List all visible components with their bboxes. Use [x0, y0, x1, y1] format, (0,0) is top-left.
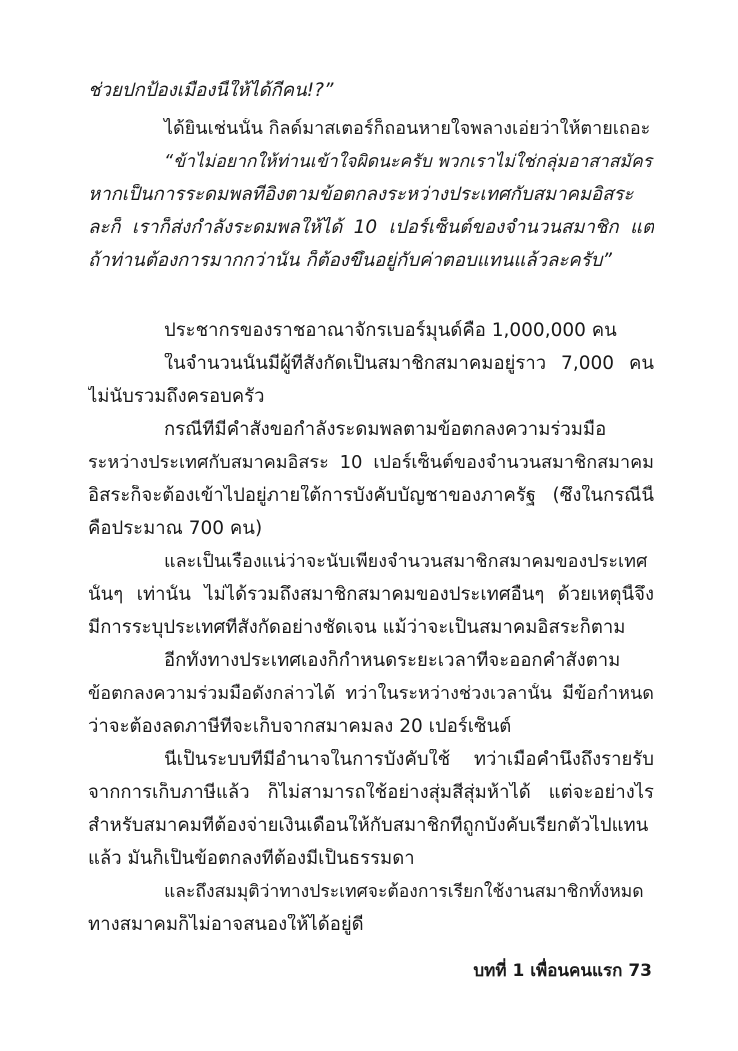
- paragraph-line: ข้อตกลงความร่วมมือดังกล่าวได้ ทว่าในระหว่างช่วงเวลานั้น มีข้อกำหนด: [88, 683, 654, 704]
- paragraph-line: ว่าจะต้องลดภาษีที่จะเก็บจากสมาคมลง 20 เปอร์เซ็นต์: [88, 716, 512, 737]
- paragraph-line: แล้ว มันก็เป็นข้อตกลงที่ต้องมีเป็นธรรมดา: [88, 848, 415, 869]
- paragraph-line: ทางสมาคมก็ไม่อาจสนองให้ได้อยู่ดี: [88, 914, 364, 935]
- paragraph-line: มีการระบุประเทศที่สังกัดอย่างชัดเจน แม้ว่าจะเป็นสมาคมอิสระก็ตาม: [88, 617, 626, 638]
- paragraph-line: นี่เป็นระบบที่มีอำนาจในการบังคับใช้ ทว่าเมื่อคำนึงถึงรายรับ: [164, 749, 654, 770]
- paragraph-line: สำหรับสมาคมที่ต้องจ่ายเงินเดือนให้กับสมาชิกที่ถูกบังคับเรียกตัวไปแทน: [88, 815, 649, 836]
- paragraph-line: ในจำนวนนั้นมีผู้ที่สังกัดเป็นสมาชิกสมาคมอยู่ราว 7,000 คน: [164, 353, 654, 374]
- paragraph-line: ประชากรของราชอาณาจักรเบอร์มุนด์คือ 1,000,000 คน: [164, 320, 617, 341]
- paragraph-line: และถึงสมมุติว่าทางประเทศจะต้องการเรียกใช้งานสมาชิกทั้งหมด: [164, 882, 644, 902]
- paragraph-line: ไม่นับรวมถึงครอบครัว: [88, 386, 265, 407]
- dialogue-line: หากเป็นการระดมพลที่อิงตามข้อตกลงระหว่างประเทศกับสมาคมอิสระ: [88, 184, 634, 205]
- paragraph-line: อีกทั้งทางประเทศเองก็กำหนดระยะเวลาที่จะออกคำสั่งตาม: [164, 650, 621, 671]
- paragraph-line: นั้นๆ เท่านั้น ไม่ได้รวมถึงสมาชิกสมาคมของประเทศอื่นๆ ด้วยเหตุนี้จึง: [88, 584, 654, 605]
- dialogue-line: ถ้าท่านต้องการมากกว่านั้น ก็ต้องขึ้นอยู่กับค่าตอบแทนแล้วละครับ”: [88, 250, 612, 271]
- paragraph-line: ระหว่างประเทศกับสมาคมอิสระ 10 เปอร์เซ็นต์ของจำนวนสมาชิกสมาคม: [88, 452, 654, 473]
- paragraph-line: และเป็นเรื่องแน่ว่าจะนับเพียงจำนวนสมาชิกสมาคมของประเทศ: [164, 551, 648, 572]
- paragraph-line: ได้ยินเช่นนั้น กิลด์มาสเตอร์ก็ถอนหายใจพลางเอ่ยว่าให้ตายเถอะ: [164, 118, 651, 139]
- paragraph-line: อิสระก็จะต้องเข้าไปอยู่ภายใต้การบังคับบัญชาของภาครัฐ (ซึ่งในกรณีนี้: [88, 485, 654, 506]
- page-footer: บทที่ 1 เพื่อนคนแรก 73: [473, 961, 652, 981]
- paragraph-line: คือประมาณ 700 คน): [88, 518, 263, 539]
- dialogue-line: ละก็ เราก็ส่งกำลังระดมพลให้ได้ 10 เปอร์เซ็นต์ของจำนวนสมาชิก แต่: [88, 217, 654, 238]
- dialogue-line: ช่วยปกป้องเมืองนี้ให้ได้กี่คน!?”: [88, 80, 334, 101]
- paragraph-line: จากการเก็บภาษีแล้ว ก็ไม่สามารถใช้อย่างสุ่มสี่สุ่มห้าได้ แต่จะอย่างไร: [88, 782, 654, 803]
- paragraph-line: กรณีที่มีคำสั่งขอกำลังระดมพลตามข้อตกลงความร่วมมือ: [164, 419, 607, 440]
- dialogue-line: “ข้าไม่อยากให้ท่านเข้าใจผิดนะครับ พวกเราไม่ใช่กลุ่มอาสาสมัคร: [164, 152, 653, 172]
